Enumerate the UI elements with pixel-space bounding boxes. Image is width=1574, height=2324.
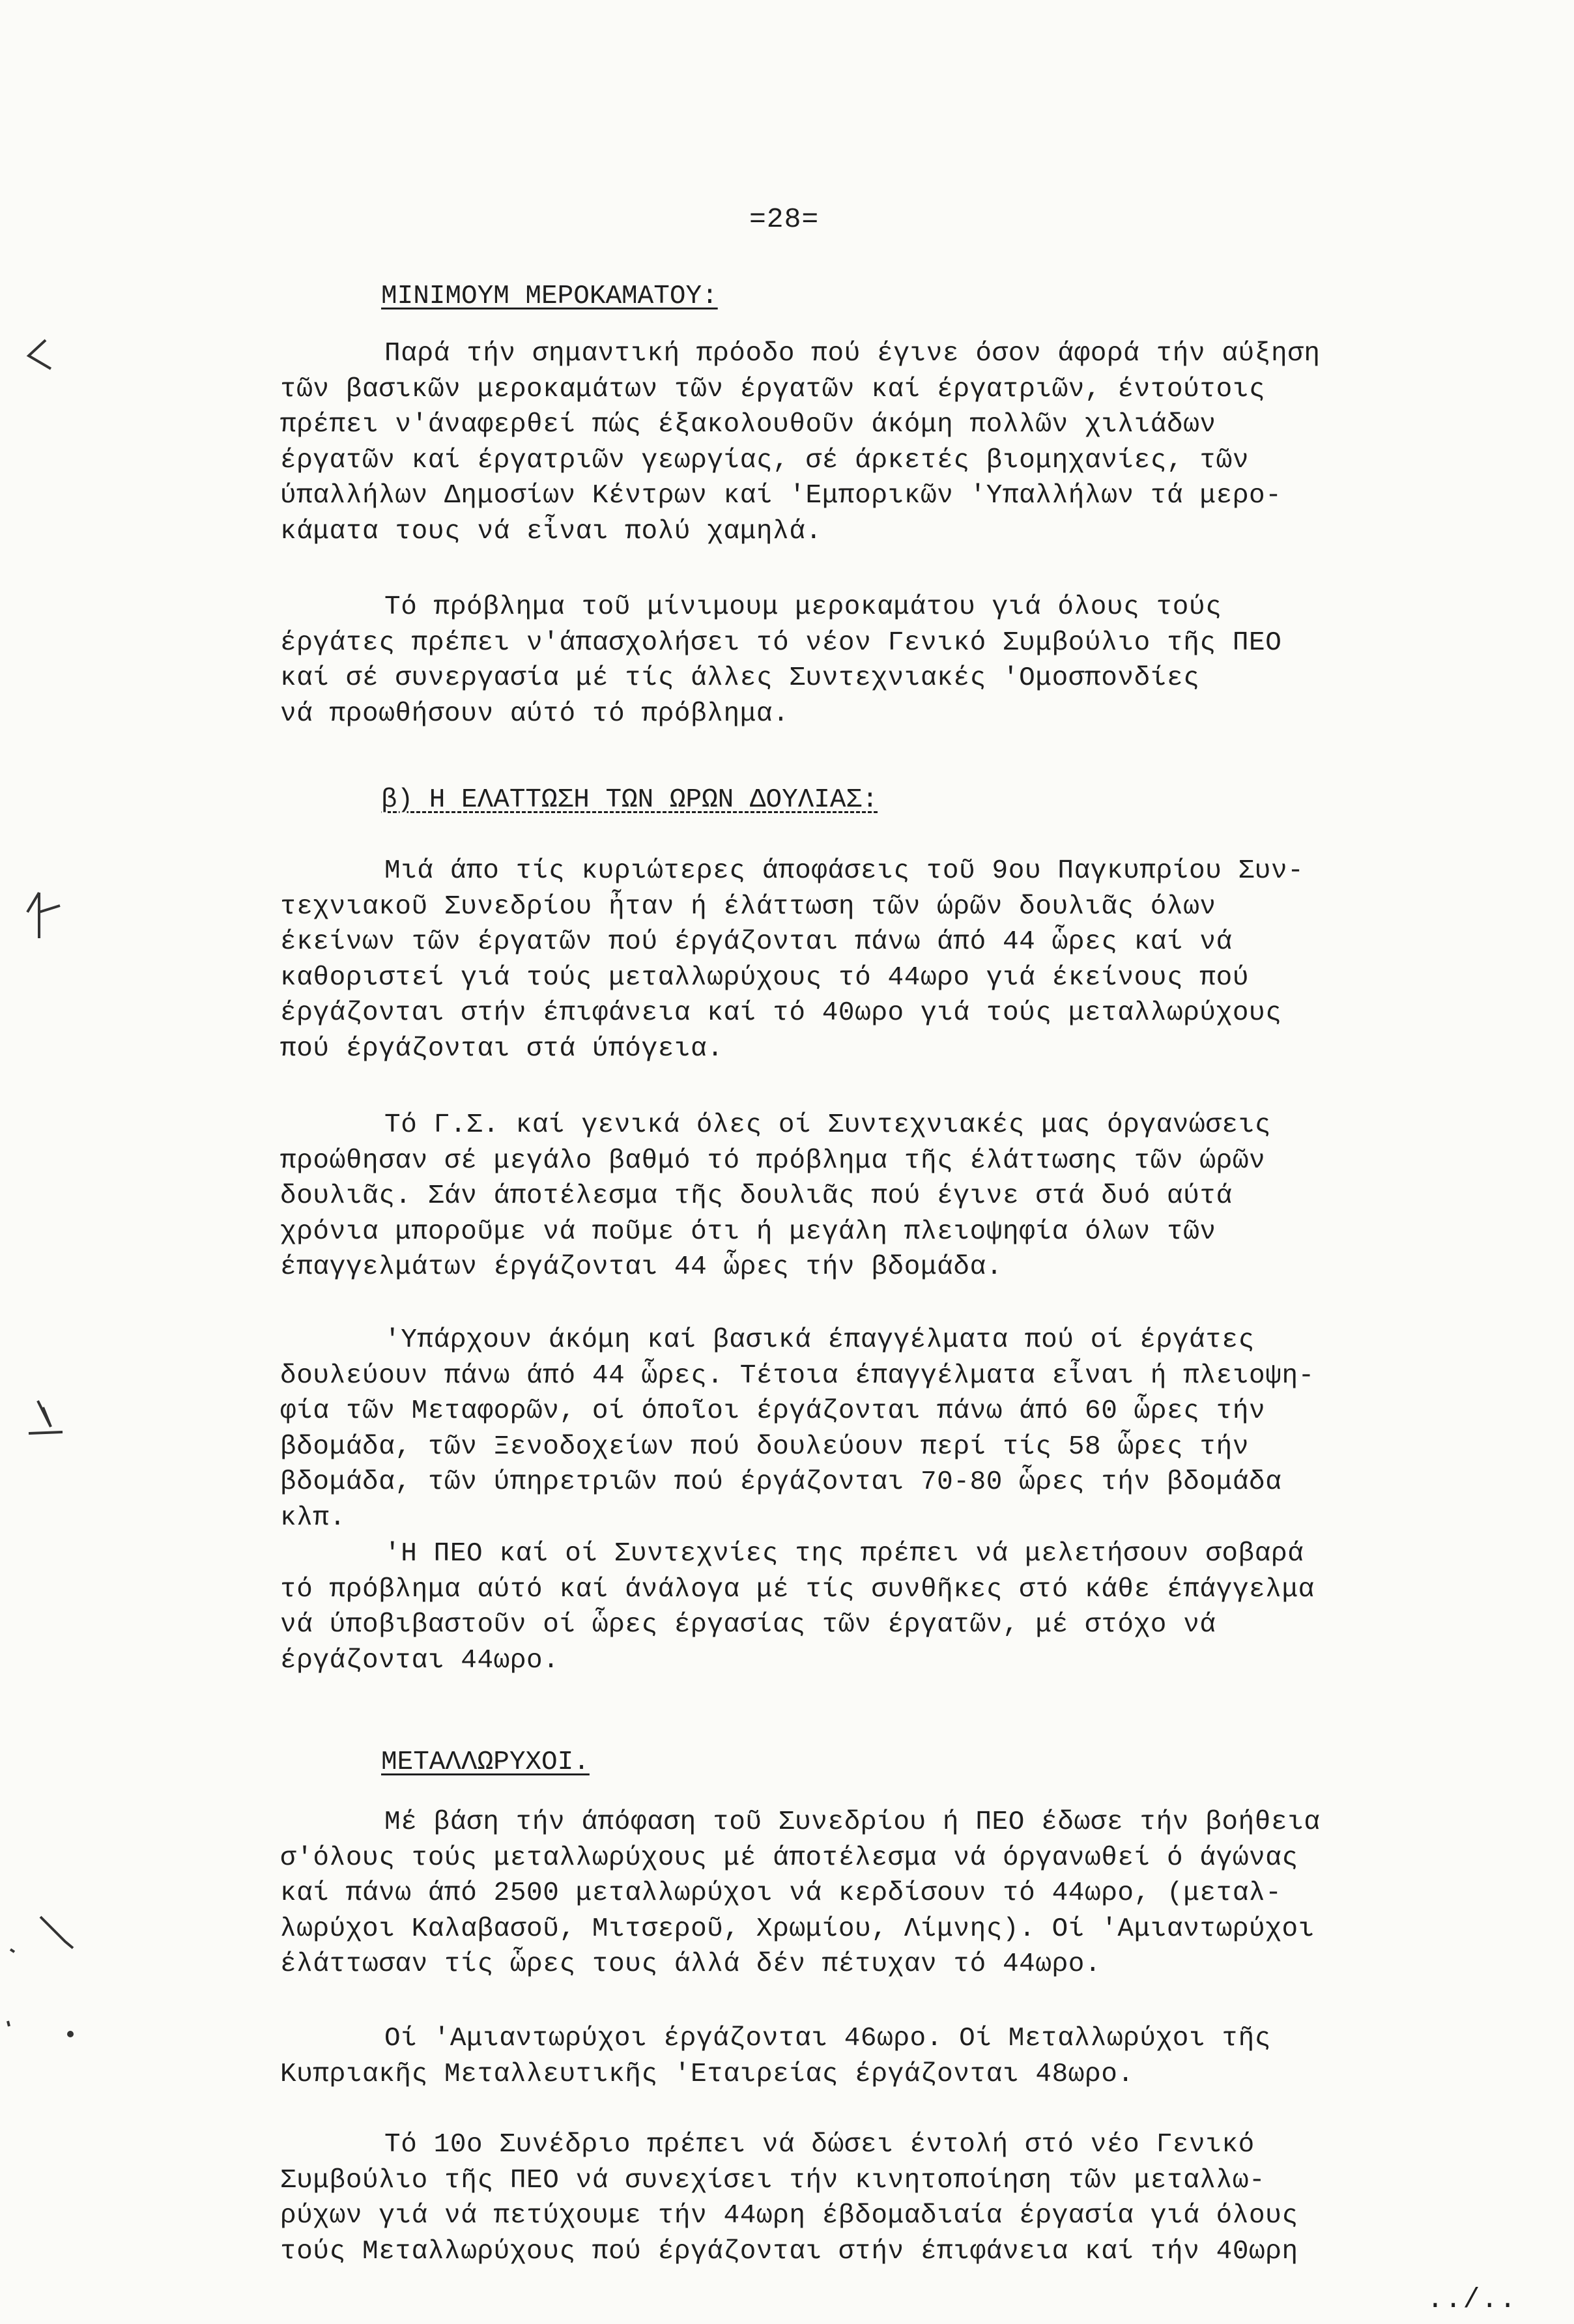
page-number: =28= (749, 203, 820, 235)
margin-mark-dot (67, 2031, 74, 2037)
text-line: ρύχων γιά νά πετύχουμε τήν 44ωρη έβδομαδιαία έργασία γιά όλους (280, 2201, 1298, 2231)
margin-mark-slash (40, 1917, 73, 1948)
margin-mark-tick (27, 893, 60, 938)
text-line: βδομάδα, τῶν Ξενοδοχείων πού δουλεύουν περί τίς 58 ὧρες τήν (280, 1431, 1250, 1462)
text-line: Οί 'Αμιαντωρύχοι έργάζονται 46ωρο. Οί Μεταλλωρύχοι τῆς (384, 2024, 1272, 2054)
text-line: Συμβούλιο τῆς ΠΕΟ νά συνεχίσει τήν κινητοποίηση τῶν μεταλλω- (280, 2165, 1266, 2196)
text-line: έργάζονται 44ωρο. (280, 1645, 560, 1676)
text-line: τούς Μεταλλωρύχους πού έργάζονται στήν έπιφάνεια καί τήν 40ωρη (280, 2236, 1298, 2267)
text-line: χρόνια μποροῦμε νά ποῦμε ότι ή μεγάλη πλειοψηφία όλων τῶν (280, 1216, 1216, 1247)
text-line: προώθησαν σέ μεγάλο βαθμό τό πρόβλημα τῆς έλάττωσης τῶν ώρῶν (280, 1145, 1266, 1176)
text-line: 'Η ΠΕΟ καί οί Συντεχνίες της πρέπει νά μελετήσουν σοβαρά (384, 1539, 1304, 1569)
text-line: πού έργάζονται στά ύπόγεια. (280, 1033, 724, 1064)
text-line: πρέπει ν'άναφερθεί πώς έξακολουθοῦν άκόμη πολλῶν χιλιάδων (280, 410, 1216, 440)
text-line: τεχνιακοῦ Συνεδρίου ἦταν ή έλάττωση τῶν ώρῶν δουλιᾶς όλων (280, 891, 1216, 922)
text-line: δουλιᾶς. Σάν άποτέλεσμα τῆς δουλιᾶς πού έγινε στά δυό αύτά (280, 1181, 1233, 1212)
text-line: ύπαλλήλων Δημοσίων Κέντρων καί 'Εμπορικῶν 'Υπαλλήλων τά μερο- (280, 481, 1282, 511)
text-line: Κυπριακῆς Μεταλλευτικῆς 'Εταιρείας έργάζονται 48ωρο. (280, 2059, 1134, 2089)
section-heading-minimum-wage: ΜΙΝΙΜΟΥΜ ΜΕΡΟΚΑΜΑΤΟΥ: (381, 281, 718, 311)
text-line: έργατῶν καί έργατριῶν γεωργίας, σέ άρκετές βιομηχανίες, τῶν (280, 445, 1250, 476)
text-line: έργάτες πρέπει ν'άπασχολήσει τό νέον Γενικό Συμβούλιο τῆς ΠΕΟ (280, 627, 1282, 658)
text-line: νά ύποβιβαστοῦν οί ὧρες έργασίας τῶν έργατῶν, μέ στόχο νά (280, 1610, 1216, 1641)
section-heading-miners: ΜΕΤΑΛΛΩΡΥΧΟΙ. (381, 1747, 590, 1777)
text-line: Μέ βάση τήν άπόφαση τοῦ Συνεδρίου ή ΠΕΟ έδωσε τήν βοήθεια (384, 1807, 1321, 1837)
text-line: έπαγγελμάτων έργάζονται 44 ὧρες τήν βδομάδα. (280, 1252, 1003, 1283)
section-heading-working-hours: β) Η ΕΛΑΤΤΩΣΗ ΤΩΝ ΩΡΩΝ ΔΟΥΛΙΑΣ: (381, 785, 878, 815)
margin-mark-dot (8, 2021, 9, 2026)
text-line: 'Υπάρχουν άκόμη καί βασικά έπαγγέλματα πού οί έργάτες (384, 1325, 1255, 1355)
margin-mark-dot (10, 1949, 14, 1952)
text-line: νά προωθήσουν αύτό τό πρόβλημα. (280, 698, 790, 729)
text-line: έργάζονται στήν έπιφάνεια καί τό 40ωρο γιά τούς μεταλλωρύχους (280, 998, 1282, 1029)
text-line: κλπ. (280, 1502, 346, 1533)
text-line: καθοριστεί γιά τούς μεταλλωρύχους τό 44ωρο γιά έκείνους πού (280, 962, 1250, 993)
text-line: καί σέ συνεργασία μέ τίς άλλες Συντεχνιακές 'Ομοσπονδίες (280, 663, 1200, 694)
text-line: τῶν βασικῶν μεροκαμάτων τῶν έργατῶν καί έργατριῶν, έντούτοις (280, 374, 1266, 405)
text-line: λωρύχοι Καλαβασοῦ, Μιτσεροῦ, Χρωμίου, Λίμνης). Οί 'Αμιαντωρύχοι (280, 1914, 1315, 1944)
text-line: έλάττωσαν τίς ὧρες τους άλλά δέν πέτυχαν τό 44ωρο. (280, 1949, 1102, 1980)
text-line: σ'όλους τούς μεταλλωρύχους μέ άποτέλεσμα νά όργανωθεί ό άγώνας (280, 1843, 1298, 1873)
text-line: Τό Γ.Σ. καί γενικά όλες οί Συντεχνιακές μας όργανώσεις (384, 1110, 1272, 1140)
text-line: έκείνων τῶν έργατῶν πού έργάζονται πάνω άπό 44 ὧρες καί νά (280, 927, 1233, 958)
text-line: καί πάνω άπό 2500 μεταλλωρύχοι νά κερδίσουν τό 44ωρο, (μεταλ- (280, 1878, 1282, 1909)
text-line: βδομάδα, τῶν ύπηρετριῶν πού έργάζονται 70-80 ὧρες τήν βδομάδα (280, 1467, 1282, 1498)
text-line: Τό 10ο Συνέδριο πρέπει νά δώσει έντολή στό νέο Γενικό (384, 2130, 1255, 2160)
text-line: φία τῶν Μεταφορῶν, οί όποῖοι έργάζονται πάνω άπό 60 ὧρες τήν (280, 1396, 1266, 1427)
text-line: δουλεύουν πάνω άπό 44 ὧρες. Τέτοια έπαγγέλματα εἶναι ή πλειοψη- (280, 1360, 1315, 1391)
continuation-mark: ../.. (1427, 2284, 1518, 2316)
margin-mark-tick (29, 1401, 63, 1433)
text-line: Παρά τήν σημαντική πρόοδο πού έγινε όσον άφορά τήν αύξηση (384, 339, 1321, 369)
text-line: τό πρόβλημα αύτό καί άνάλογα μέ τίς συνθῆκες στό κάθε έπάγγελμα (280, 1574, 1315, 1605)
text-line: Μιά άπο τίς κυριώτερες άποφάσεις τοῦ 9ου Παγκυπρίου Συν- (384, 856, 1304, 886)
margin-mark-arrow (29, 340, 51, 369)
text-line: κάματα τους νά εἶναι πολύ χαμηλά. (280, 516, 822, 547)
text-line: Τό πρόβλημα τοῦ μίνιμουμ μεροκαμάτου γιά όλους τούς (384, 592, 1222, 622)
